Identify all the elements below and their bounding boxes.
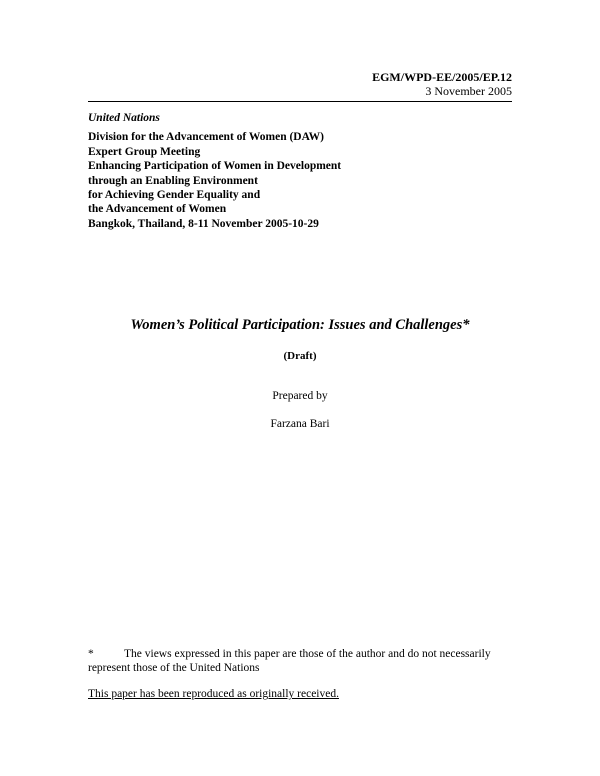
- footnote: [88, 647, 512, 675]
- document-reference: EGM/WPD-EE/2005/EP.12: [372, 70, 512, 84]
- meeting-info: [88, 111, 341, 231]
- meeting-line-theme-1: Enhancing Participation of Women in Development: [88, 160, 342, 173]
- draft-label: (Draft): [283, 350, 317, 362]
- meeting-line-theme-2: through an Enabling Environment: [88, 174, 258, 187]
- organization-name: United Nations: [88, 112, 160, 124]
- reproduction-note: This paper has been reproduced as originally received.: [88, 688, 339, 700]
- document-date: 3 November 2005: [425, 84, 512, 98]
- meeting-line-location: Bangkok, Thailand, 8-11 November 2005-10-29: [88, 217, 319, 230]
- paper-title: Women’s Political Participation: Issues and Challenges*: [130, 317, 470, 333]
- author-name: Farzana Bari: [270, 418, 330, 430]
- footnote-marker: *: [88, 648, 94, 660]
- header-divider: [88, 101, 512, 102]
- footnote-text: The views expressed in this paper are those of the author and do not necessarily represent those of the United Nations: [88, 648, 491, 674]
- meeting-line-theme-4: the Advancement of Women: [88, 203, 227, 216]
- prepared-by-label: Prepared by: [272, 390, 328, 402]
- meeting-line-theme-3: for Achieving Gender Equality and: [88, 189, 261, 202]
- meeting-line-egm: Expert Group Meeting: [88, 145, 201, 158]
- meeting-line-division: Division for the Advancement of Women (DAW): [88, 131, 324, 144]
